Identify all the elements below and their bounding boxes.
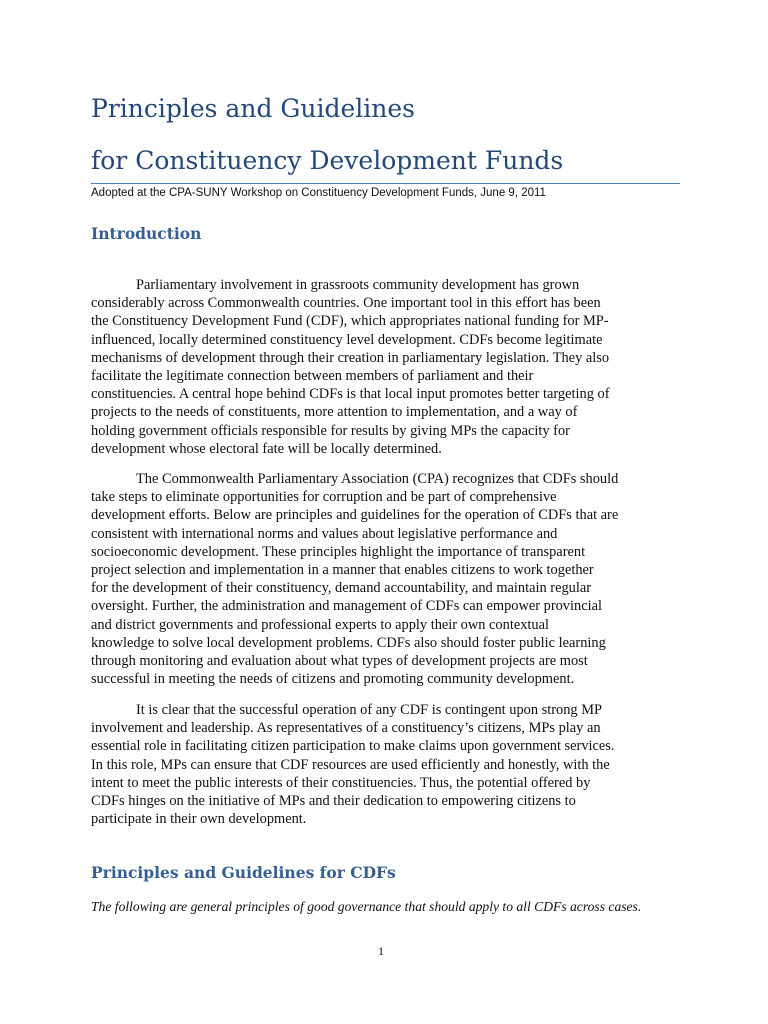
paragraph-line: CDFs hinges on the initiative of MPs and their dedication to empowering citizens to — [91, 793, 576, 810]
paragraph-line: through monitoring and evaluation about what types of development projects are most — [91, 653, 588, 670]
title-divider — [91, 183, 680, 184]
paragraph-line: for the development of their constituency, demand accountability, and maintain regular — [91, 580, 592, 597]
paragraph-line: the Constituency Development Fund (CDF), which appropriates national funding for MP- — [91, 313, 609, 330]
paragraph-line: successful in meeting the needs of citizens and promoting community development. — [91, 671, 575, 688]
heading-principles-guidelines: Principles and Guidelines for CDFs — [91, 863, 396, 882]
paragraph-line: socioeconomic development. These principles highlight the importance of transparent — [91, 543, 586, 560]
paragraph-3 — [91, 701, 681, 828]
paragraph-line: It is clear that the successful operation of any CDF is contingent upon strong MP — [136, 702, 603, 718]
paragraph-line: projects to the needs of constituents, more attention to implementation, and a way of — [91, 404, 578, 421]
principles-intro-note: The following are general principles of good governance that should apply to all CDFs across cases. — [91, 899, 642, 914]
heading-introduction: Introduction — [91, 224, 202, 243]
paragraph-line: holding government officials responsible for results by giving MPs the capacity for — [91, 422, 570, 439]
paragraph-line: mechanisms of development through their creation in parliamentary legislation. They also — [91, 349, 610, 366]
paragraph-line: and district governments and professional experts to apply their own contextual — [91, 616, 549, 633]
paragraph-line: essential role in facilitating citizen participation to make claims upon government services. — [91, 738, 615, 755]
document-subtitle: Adopted at the CPA-SUNY Workshop on Constituency Development Funds, June 9, 2011 — [91, 187, 546, 199]
paragraph-1 — [91, 276, 681, 458]
paragraph-2 — [91, 470, 681, 688]
document-title-line-2: for Constituency Development Funds — [91, 146, 564, 175]
paragraph-line: development whose electoral fate will be locally determined. — [91, 440, 442, 457]
paragraph-line: constituencies. A central hope behind CDFs is that local input promotes better targeting of — [91, 386, 610, 403]
paragraph-line: In this role, MPs can ensure that CDF resources are used efficiently and honestly, with the — [91, 756, 610, 773]
page-number: 1 — [378, 944, 384, 958]
paragraph-line: intent to meet the public interests of their constituencies. Thus, the potential offered by — [91, 774, 591, 791]
paragraph-line: facilitate the legitimate connection between members of parliament and their — [91, 368, 534, 385]
paragraph-line: involvement and leadership. As representatives of a constituency’s citizens, MPs play an — [91, 720, 601, 737]
paragraph-line: participate in their own development. — [91, 811, 307, 828]
paragraph-line: take steps to eliminate opportunities for corruption and be part of comprehensive — [91, 489, 557, 506]
paragraph-line: Parliamentary involvement in grassroots community development has grown — [136, 277, 580, 293]
paragraph-line: knowledge to solve local development problems. CDFs also should foster public learning — [91, 634, 606, 651]
paragraph-line: The Commonwealth Parliamentary Association (CPA) recognizes that CDFs should — [136, 471, 619, 487]
paragraph-line: development efforts. Below are principles and guidelines for the operation of CDFs that are — [91, 507, 619, 524]
document-title-line-1: Principles and Guidelines — [91, 94, 415, 123]
paragraph-line: oversight. Further, the administration and management of CDFs can empower provincial — [91, 598, 602, 615]
paragraph-line: consistent with international norms and values about legislative performance and — [91, 525, 558, 542]
paragraph-line: considerably across Commonwealth countries. One important tool in this effort has been — [91, 295, 601, 312]
paragraph-line: project selection and implementation in a manner that enables citizens to work together — [91, 562, 594, 579]
paragraph-line: influenced, locally determined constituency level development. CDFs become legitimate — [91, 331, 603, 348]
